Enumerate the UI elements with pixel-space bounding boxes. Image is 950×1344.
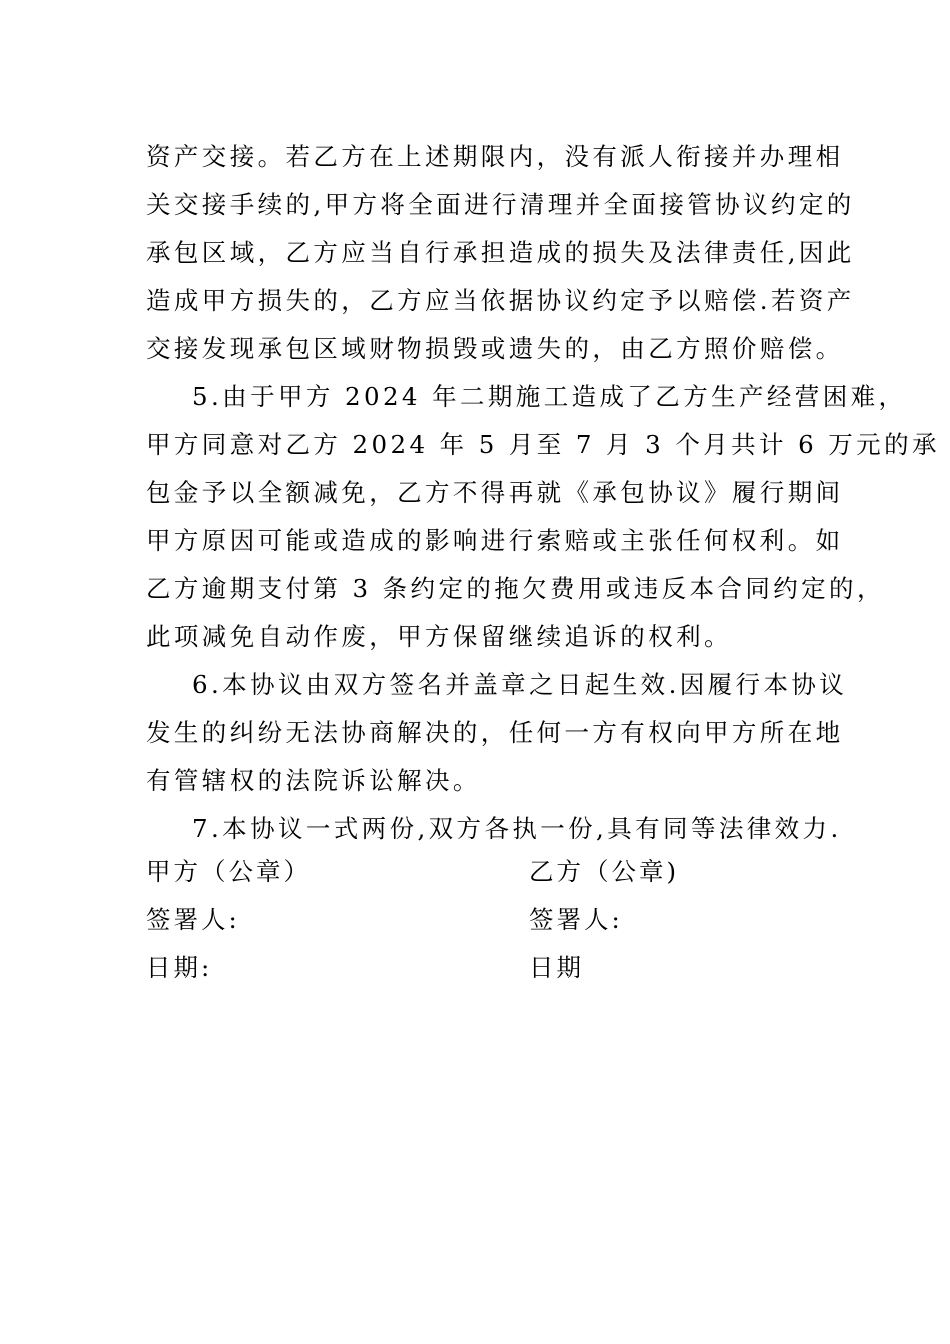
party-a-seal-label: 甲方（公章） — [146, 857, 311, 886]
party-a-date-label: 日期: — [146, 953, 213, 982]
text-line: 承包区域，乙方应当自行承担造成的损失及法律责任,因此 — [146, 238, 855, 267]
clause-7-start: 7.本协议一式两份,双方各执一份,具有同等法律效力. — [192, 814, 842, 843]
signature-block — [146, 848, 808, 992]
party-b-seal-label: 乙方（公章) — [529, 857, 680, 886]
text-line: 包金予以全额减免，乙方不得再就《承包协议》履行期间 — [146, 478, 844, 507]
text-line: 甲方同意对乙方 2024 年 5 月至 7 月 3 个月共计 6 万元的承 — [146, 430, 940, 459]
party-b-signer-label: 签署人: — [529, 905, 623, 934]
text-line: 甲方原因可能或造成的影响进行索赔或主张任何权利。如 — [146, 526, 844, 555]
text-line: 资产交接。若乙方在上述期限内，没有派人衔接并办理相 — [146, 142, 844, 171]
clause-5-start: 5.由于甲方 2024 年二期施工造成了乙方生产经营困难， — [192, 382, 907, 411]
signer-row — [146, 896, 808, 944]
date-row — [146, 944, 808, 992]
seal-row — [146, 848, 808, 896]
text-line: 此项减免自动作废，甲方保留继续追诉的权利。 — [146, 622, 732, 651]
text-line: 交接发现承包区域财物损毁或遗失的，由乙方照价赔偿。 — [146, 334, 844, 363]
text-line: 乙方逾期支付第 3 条约定的拖欠费用或违反本合同约定的， — [146, 574, 885, 603]
party-b-date-label: 日期 — [529, 953, 584, 982]
text-line: 造成甲方损失的，乙方应当依据协议约定予以赔偿.若资产 — [146, 286, 855, 315]
text-line: 关交接手续的,甲方将全面进行清理并全面接管协议约定的 — [146, 190, 855, 219]
party-a-signer-label: 签署人: — [146, 905, 240, 934]
text-line: 有管辖权的法院诉讼解决。 — [146, 766, 481, 795]
clause-6-start: 6.本协议由双方签名并盖章之日起生效.因履行本协议 — [192, 670, 848, 699]
text-line: 发生的纠纷无法协商解决的，任何一方有权向甲方所在地 — [146, 718, 844, 747]
agreement-body — [146, 133, 940, 853]
